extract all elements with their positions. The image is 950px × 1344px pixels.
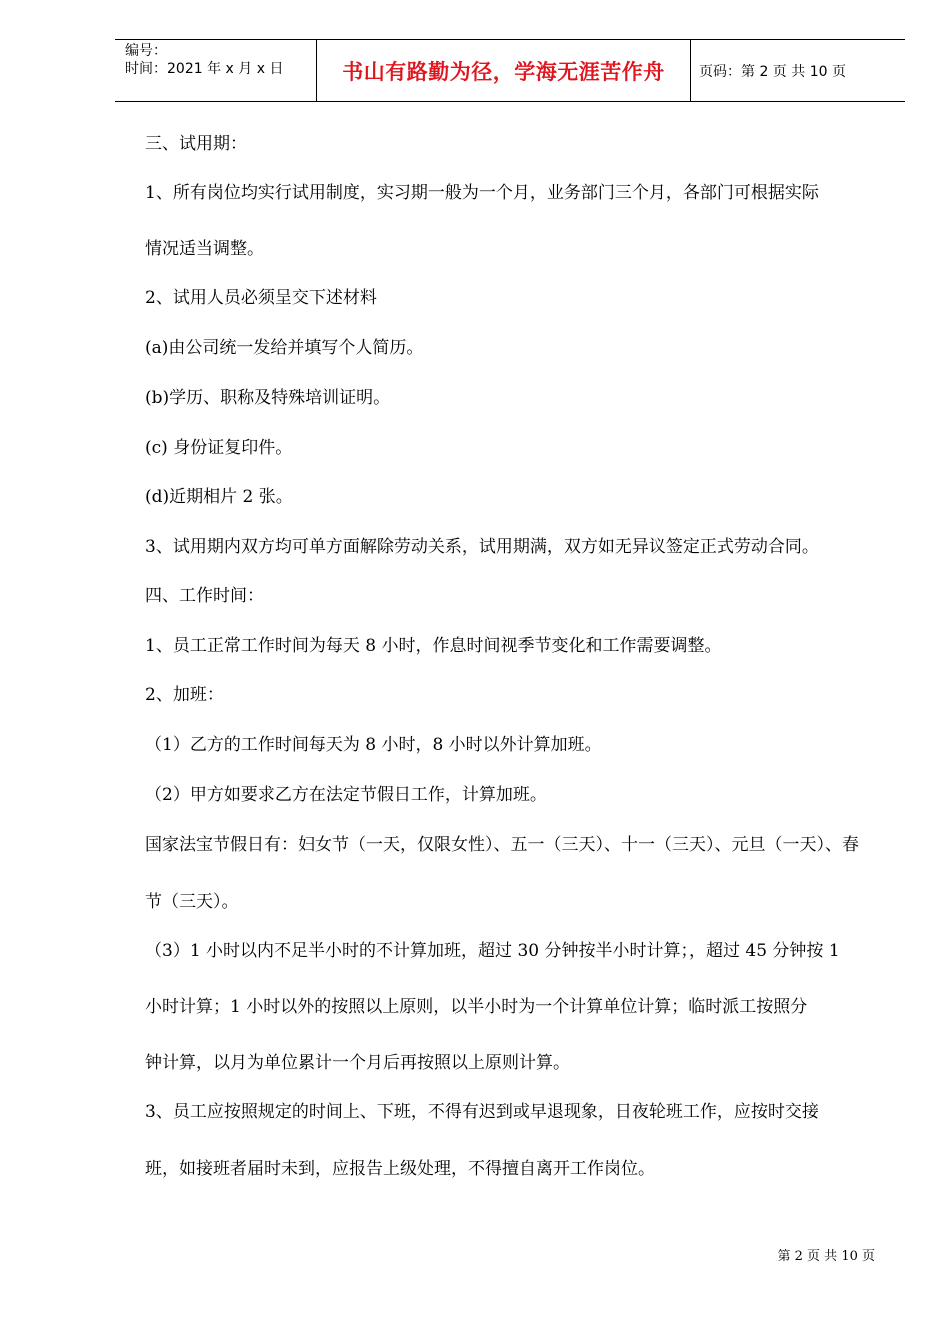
code-label: 编号：: [125, 43, 167, 59]
header-meta: [115, 40, 316, 101]
paragraph-line: 班，如接班者届时未到，应报告上级处理，不得擅自离开工作岗位。: [145, 1159, 655, 1179]
paragraph-line: 钟计算，以月为单位累计一个月后再按照以上原则计算。: [145, 1053, 570, 1073]
paragraph-line: 情况适当调整。: [145, 239, 264, 259]
header-motto: 书山有路勤为径，学海无涯苦作舟: [316, 40, 691, 101]
paragraph-line: 1、所有岗位均实行试用制度，实习期一般为一个月，业务部门三个月，各部门可根据实际: [145, 183, 819, 203]
page-info-text: 页码：第 2 页 共 10 页: [699, 63, 846, 80]
list-item: （2）甲方如要求乙方在法定节假日工作，计算加班。: [145, 785, 547, 805]
paragraph-line: 国家法宝节假日有：妇女节（一天，仅限女性）、五一（三天）、十一（三天）、元旦（一天）、春: [145, 835, 859, 855]
section-heading-probation: 三、试用期：: [145, 134, 247, 154]
list-item: （1）乙方的工作时间每天为 8 小时，8 小时以外计算加班。: [145, 735, 602, 755]
list-item: (b)学历、职称及特殊培训证明。: [145, 388, 391, 408]
paragraph-line: 节（三天）。: [145, 892, 239, 912]
paragraph-line: 小时计算；1 小时以外的按照以上原则，以半小时为一个计算单位计算；临时派工按照分: [145, 997, 808, 1017]
paragraph-line: 2、加班：: [145, 685, 224, 705]
list-item: (c) 身份证复印件。: [145, 438, 293, 458]
paragraph-line: 2、试用人员必须呈交下述材料: [145, 288, 377, 308]
list-item: (a)由公司统一发给并填写个人简历。: [145, 338, 424, 358]
time-line: 时间：2021 年 x 月 x 日: [125, 61, 284, 77]
section-heading-work-time: 四、工作时间：: [145, 586, 264, 606]
list-item: (d)近期相片 2 张。: [145, 487, 293, 507]
paragraph-line: （3）1 小时以内不足半小时的不计算加班，超过 30 分钟按半小时计算；，超过 45 分钟按 1: [145, 941, 840, 961]
paragraph-line: 3、员工应按照规定的时间上、下班，不得有迟到或早退现象，日夜轮班工作，应按时交接: [145, 1102, 819, 1122]
header-page-info: [690, 40, 905, 101]
paragraph-line: 3、试用期内双方均可单方面解除劳动关系，试用期满，双方如无异议签定正式劳动合同。: [145, 537, 819, 557]
footer-page-number: 第 2 页 共 10 页: [777, 1249, 875, 1264]
paragraph-line: 1、员工正常工作时间为每天 8 小时，作息时间视季节变化和工作需要调整。: [145, 636, 722, 656]
page-header: [115, 39, 905, 102]
